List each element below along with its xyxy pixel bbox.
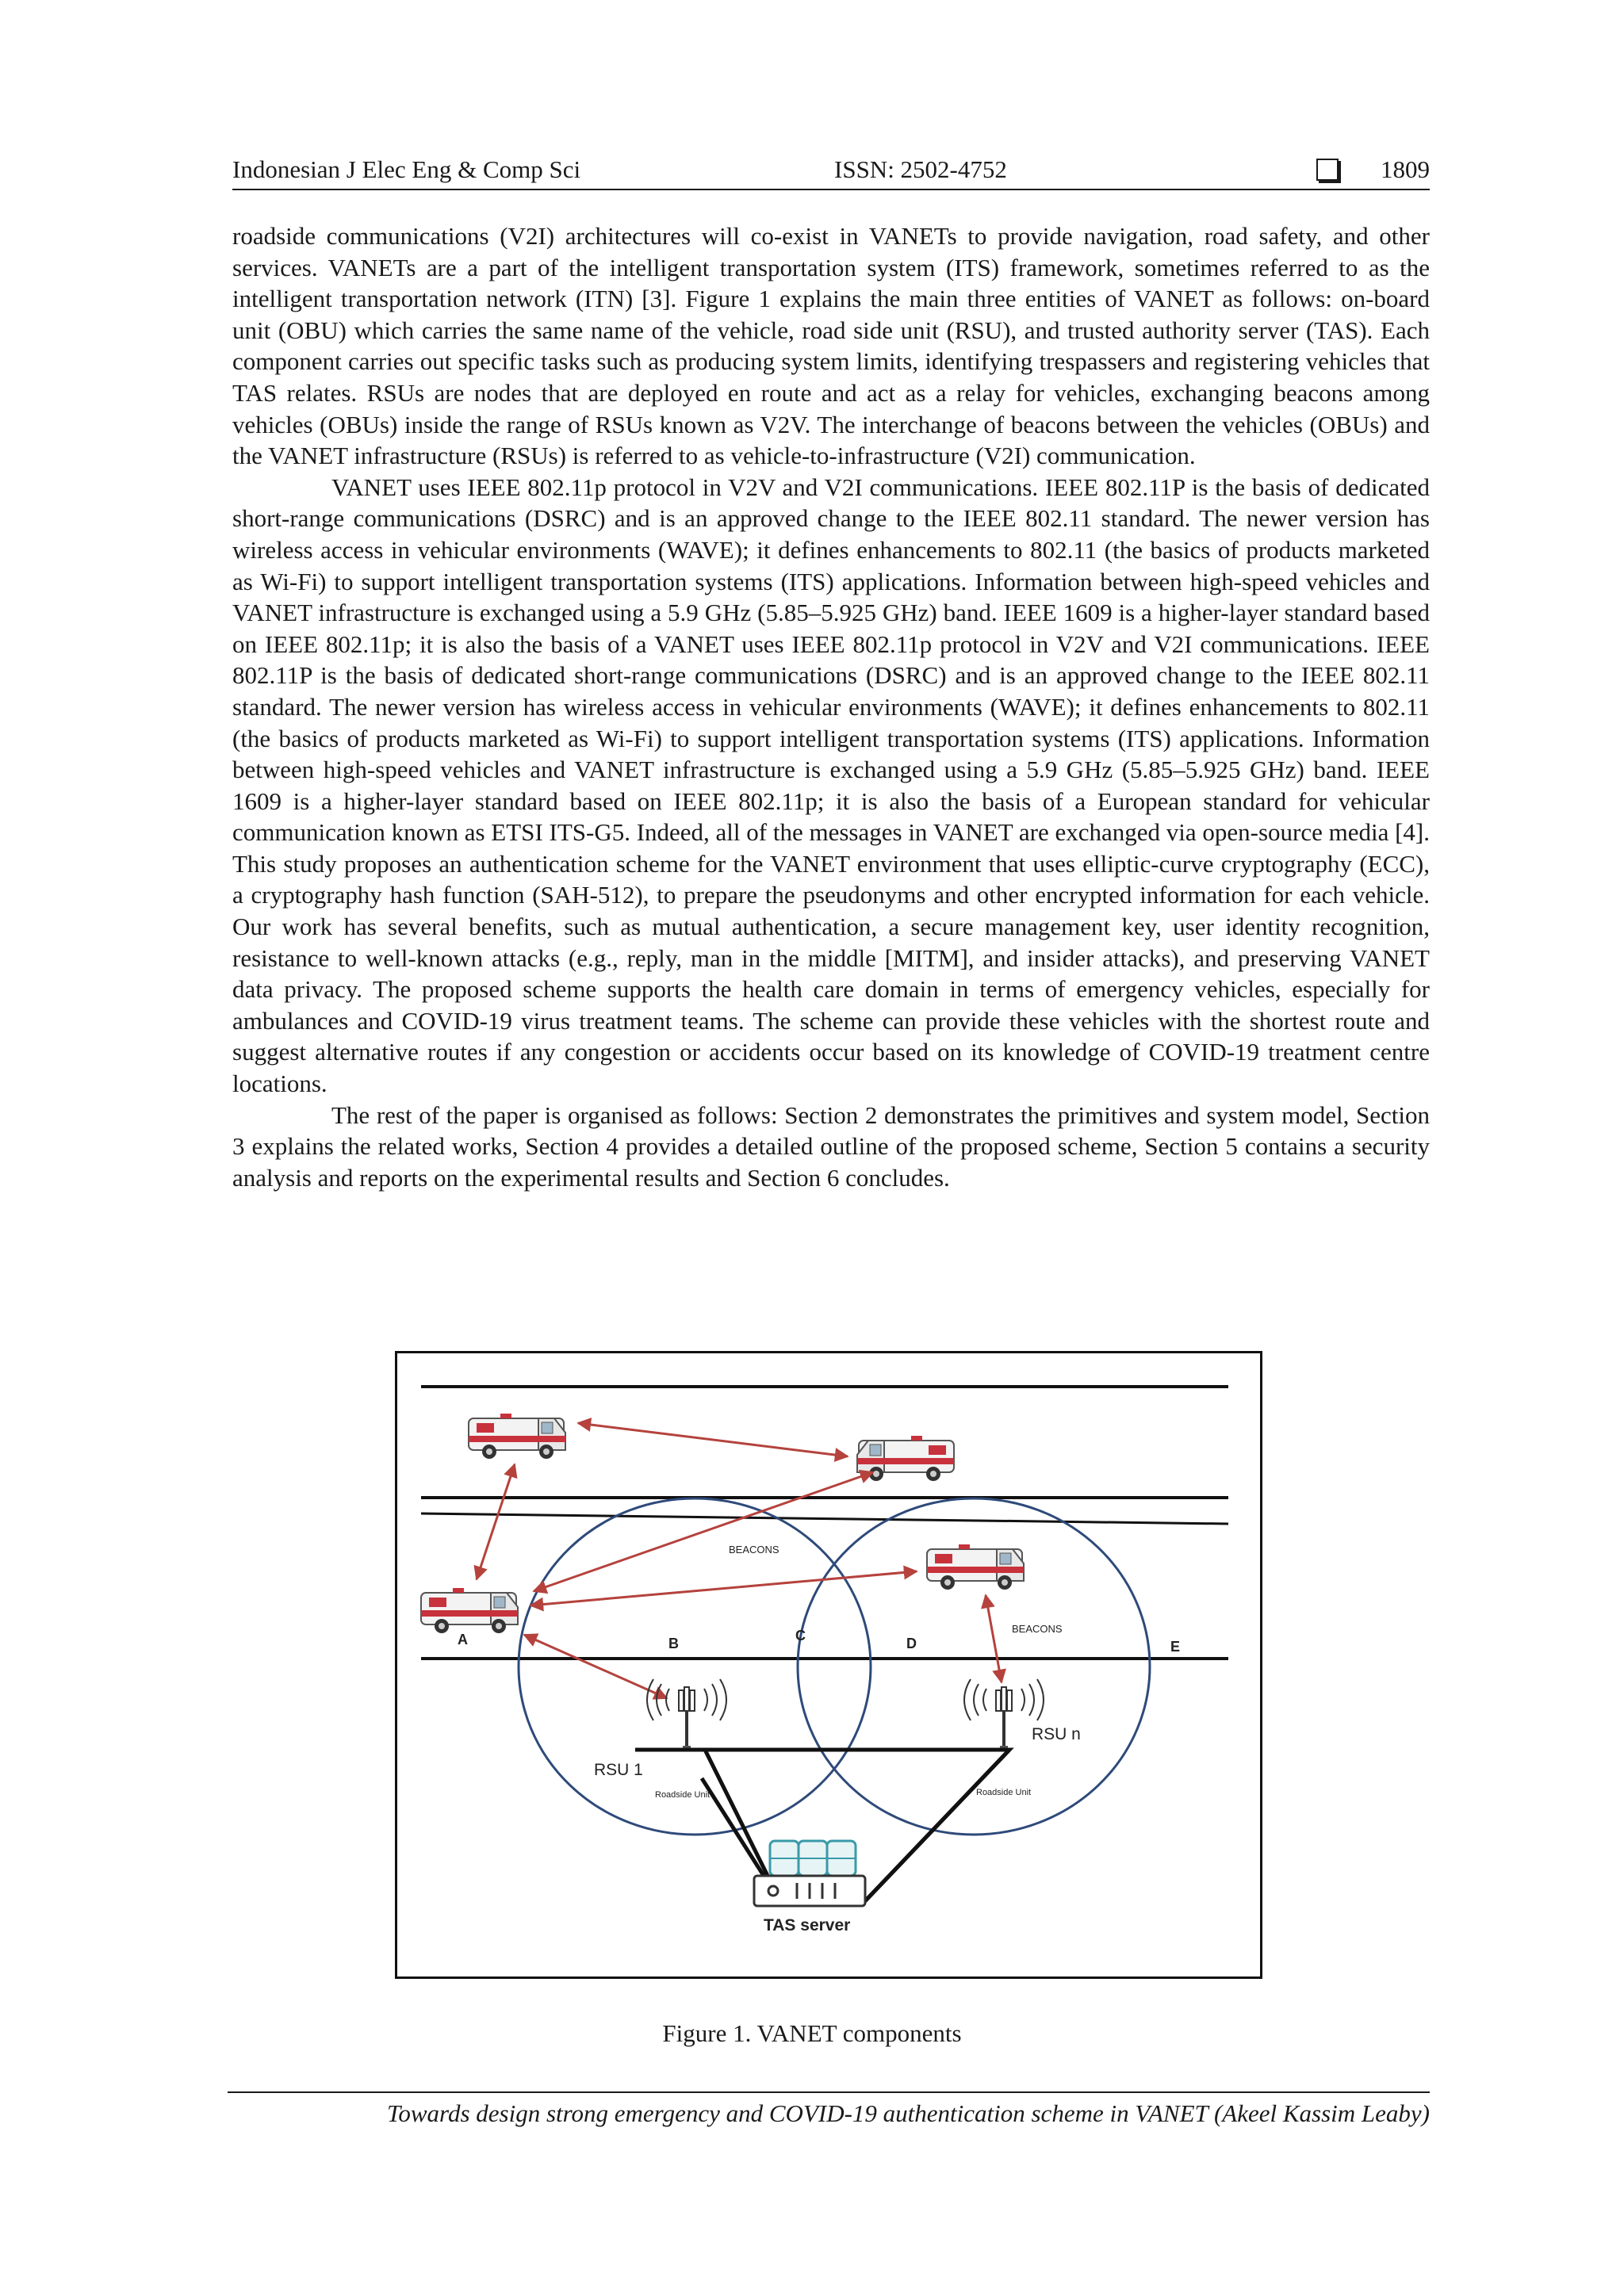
label-roadside-unit-n: Roadside Unit xyxy=(976,1788,1032,1797)
arrow-v2v-left xyxy=(477,1464,515,1579)
label-zone-b: B xyxy=(668,1636,679,1651)
label-zone-d: D xyxy=(906,1636,917,1651)
arrow-v2i-rsu1 xyxy=(524,1635,667,1698)
arrow-v2i-rsun xyxy=(986,1595,1002,1682)
label-roadside-unit-1: Roadside Unit xyxy=(655,1790,710,1800)
tas-server-icon xyxy=(754,1841,865,1906)
page-number: 1809 xyxy=(1381,155,1430,183)
ambulance-top-left xyxy=(469,1414,565,1459)
ambulance-top-right xyxy=(857,1436,954,1481)
ambulance-a xyxy=(421,1588,518,1633)
rsu1-coverage xyxy=(519,1498,871,1835)
label-zone-e: E xyxy=(1170,1639,1181,1655)
page-header xyxy=(232,155,1430,190)
road-line xyxy=(421,1513,1228,1524)
figure-vanet-components xyxy=(395,1351,1262,1979)
label-rsun: RSU n xyxy=(1032,1725,1081,1743)
paragraph-3: The rest of the paper is organised as follows: Section 2 demonstrates the primitives and system model, Section 3 explains the related works, Section 4 provides a detailed outline of the proposed scheme, Section 5 contains a security analysis and reports on the experimental results and Section 6 concludes. xyxy=(232,1100,1430,1192)
arrow-v2v-ad xyxy=(530,1571,917,1605)
label-beacons-right: BEACONS xyxy=(1012,1623,1063,1635)
journal-name: Indonesian J Elec Eng & Comp Sci xyxy=(232,155,581,183)
footer-rule xyxy=(228,2091,1430,2093)
arrow-v2v-top xyxy=(578,1423,848,1456)
body-text xyxy=(232,220,1430,1193)
figure-caption: Figure 1. VANET components xyxy=(662,2019,962,2047)
paragraph-2: VANET uses IEEE 802.11p protocol in V2V and V2I communications. IEEE 802.11P is the basis of dedicated short-range communications (DSRC) and is an approved change to the IEEE 802.11 standard. The newer version has wireless access in vehicular environments (WAVE); it defines enhancements to 802.11 (the basics of products marketed as Wi-Fi) to support intelligent transportation systems (ITS) applications. Information between high-speed vehicles and VANET infrastructure is exchanged using a 5.9 GHz (5.85–5.925 GHz) band. IEEE 1609 is a higher-layer standard based on IEEE 802.11p; it is also the basis of a VANET uses IEEE 802.11p protocol in V2V and V2I communications. IEEE 802.11P is the basis of dedicated short-range communications (DSRC) and is an approved change to the IEEE 802.11 standard. The newer version has wireless access in vehicular environments (WAVE); it defines enhancements to 802.11 (the basics of products marketed as Wi-Fi) to support intelligent transportation systems (ITS) applications. Information between high-speed vehicles and VANET infrastructure is exchanged using a 5.9 GHz (5.85–5.925 GHz) band. IEEE 1609 is a higher-layer standard based on IEEE 802.11p; it is also the basis of a European standard for vehicular communication known as ETSI ITS-G5. Indeed, all of the messages in VANET are exchanged via open-source media [4]. This study proposes an authentication scheme for the VANET environment that uses elliptic-curve cryptography (ECC), a cryptography hash function (SAH-512), to prepare the pseudonyms and other encrypted information for each vehicle. Our work has several benefits, such as mutual authentication, a secure management key, user identity recognition, resistance to well-known attacks (e.g., reply, man in the middle [MITM], and insider attacks), and preserving VANET data privacy. The proposed scheme supports the health care domain in terms of emergency vehicles, especially for ambulances and COVID-19 virus treatment teams. The scheme can provide these vehicles with the shortest route and suggest alternative routes if any congestion or accidents occur based on its knowledge of COVID-19 treatment centre locations. xyxy=(232,473,1430,1098)
backhaul-link xyxy=(862,1750,1009,1904)
label-beacons-top: BEACONS xyxy=(729,1544,779,1556)
label-tas-server: TAS server xyxy=(764,1916,851,1934)
issn: ISSN: 2502-4752 xyxy=(834,155,1007,183)
arrow-v2v-diag xyxy=(534,1472,873,1591)
square-bullet-icon xyxy=(1316,159,1339,181)
rsu1-tower-icon xyxy=(647,1679,726,1751)
label-zone-a: A xyxy=(458,1632,468,1647)
ambulance-d xyxy=(927,1544,1024,1590)
footer-title: Towards design strong emergency and COVID-19 authentication scheme in VANET (Akeel Kassim Leaby) xyxy=(386,2099,1430,2127)
header-rule xyxy=(232,189,1430,190)
paragraph-1: roadside communications (V2I) architectures will co-exist in VANETs to provide navigation, road safety, and other services. VANETs are a part of the intelligent transportation system (ITS) framework, sometimes referred to as the intelligent transportation network (ITN) [3]. Figure 1 explains the main three entities of VANET as follows: on-board unit (OBU) which carries the same name of the vehicle, road side unit (RSU), and trusted authority server (TAS). Each component carries out specific tasks such as producing system limits, identifying trespassers and registering vehicles that TAS relates. RSUs are nodes that are deployed en route and act as a relay for vehicles, exchanging beacons among vehicles (OBUs) inside the range of RSUs known as V2V. The interchange of beacons between the vehicles (OBUs) and the VANET infrastructure (RSUs) is referred to as vehicle-to-infrastructure (V2I) communication. xyxy=(232,222,1430,470)
label-zone-c: C xyxy=(795,1628,806,1644)
vanet-diagram xyxy=(397,1353,1260,1976)
label-rsu1: RSU 1 xyxy=(594,1761,643,1779)
